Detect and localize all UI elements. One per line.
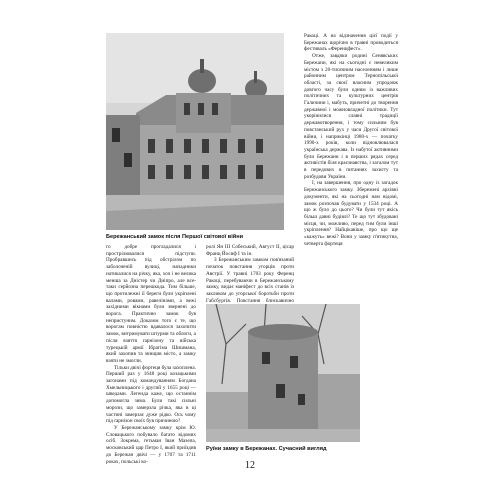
text-column-3 bbox=[304, 33, 398, 248]
paragraph: Отже, завдяки родині Сенявських Бережани, які на сьогодні є невеликим містом з 20-тисячним населенням і лише районним центром Тернопільської області, за своєї власним упродовж довгого часу були одним із важливих політичних та культурних центрів Галичини і, мабуть, причетні до творення державної і можновладної політики. Тут укорінилися славні традиції державотворення, і тому сильним був повстанський рух у часи Другої світової війни, і наприкінці 1980-х — початку 1990-х років, коли відновлювалася українська держава. Із набутої активними були Бережани і в перших рядах серед активістів біля краєзнавства, і загалом тут в передових в питаннях захисту та розбудови України. bbox=[304, 53, 398, 180]
castle-ruins-photo bbox=[206, 304, 360, 442]
ruins-photo-illustration bbox=[206, 304, 360, 442]
paragraph: ролі Ян ІІІ Собеський, Август ІІ, цісар Франц Йосиф І та ін. bbox=[206, 244, 294, 257]
paragraph: І, на завершення, про одну із загадок Бережанського замку. Збережені архівні документи, які на сьогодні нам відомі, замок розпочав будувати у 1534 році. А що ж було до цього? Чи були тут якісь більш давні будівлі? Те що тут збудовані місця, чи, можливо, перед тим були інші укріплення? Найцікавіше, про що ще «кажуть» вежі? Вони у замку п'ятикутна, четверта фортеця bbox=[304, 180, 398, 247]
page-number: 12 bbox=[245, 460, 255, 471]
photo-caption-castle-after-wwi: Бережанський замок після Першої світової війни bbox=[106, 234, 244, 240]
text-column-1 bbox=[106, 244, 196, 465]
paragraph: З Бережанським замком пов'язаний початок повстання угорців проти Австрії. У травні 1703 року Ференц Ракоці, перебуваючи в Бережанському замку, видає маніфест до всіх станів із закликом до угорської боротьби проти Габсбургів. Повстання блискавично bbox=[206, 257, 294, 304]
paragraph: У Бережанському замку крім Ю. Словацького побувало багато відомих осіб. Зокрема, гетьман Іван Мазепа, московський цар Петро І, який приїздив до Бережан двічі — у 1707 та 1711 роках, польські ко- bbox=[106, 424, 196, 465]
photo-caption-ruins: Руїни замку в Бережанах. Сучасний вигляд bbox=[206, 446, 327, 452]
paragraph: го добре прогладалися і прострілювалися підступи. Пробравшись під обстрілом по заболоченій вулиці, нападники натикалися на річку, яка, хоч і не велика менша за Дністер чи Дніпро, але все-таки серйозна перешкода. Тим більше, що протилежні її береги були укріплені валами, ровами, равелінами, а вежі західними вікнами були звернені до ворога. Практично замок був непристуним. Доказом того є те, що ворогам повністю вдавалося захопити замок, витримувати штурми та облоги, а після взяття ґарнізону та війська турецькій армії Ібрагіма Шишмана, який захопив та знищив місто, а замку взяти не змогли. bbox=[106, 244, 196, 364]
castle-after-wwi-photo bbox=[106, 33, 284, 230]
paragraph: Тільки двічі фортеця була захоплена. Перший раз у 1648 році козацькими загонами під командуванням Богдана Хмельницького і другий у 1655 році — шведами. Легенда каже, що останнім допомогла зима. Були такі сильні морози, що замерзла річка, яка в ці частині замерзає дуже рідко. Ось чому під ґарнізон своїх був причиною? bbox=[106, 364, 196, 425]
castle-photo-illustration bbox=[106, 33, 284, 230]
paragraph: Ракоці. А на відзначення цієї події у Бережанах щорічно в травні проводиться фестиваль «Ференцфест». bbox=[304, 33, 398, 53]
